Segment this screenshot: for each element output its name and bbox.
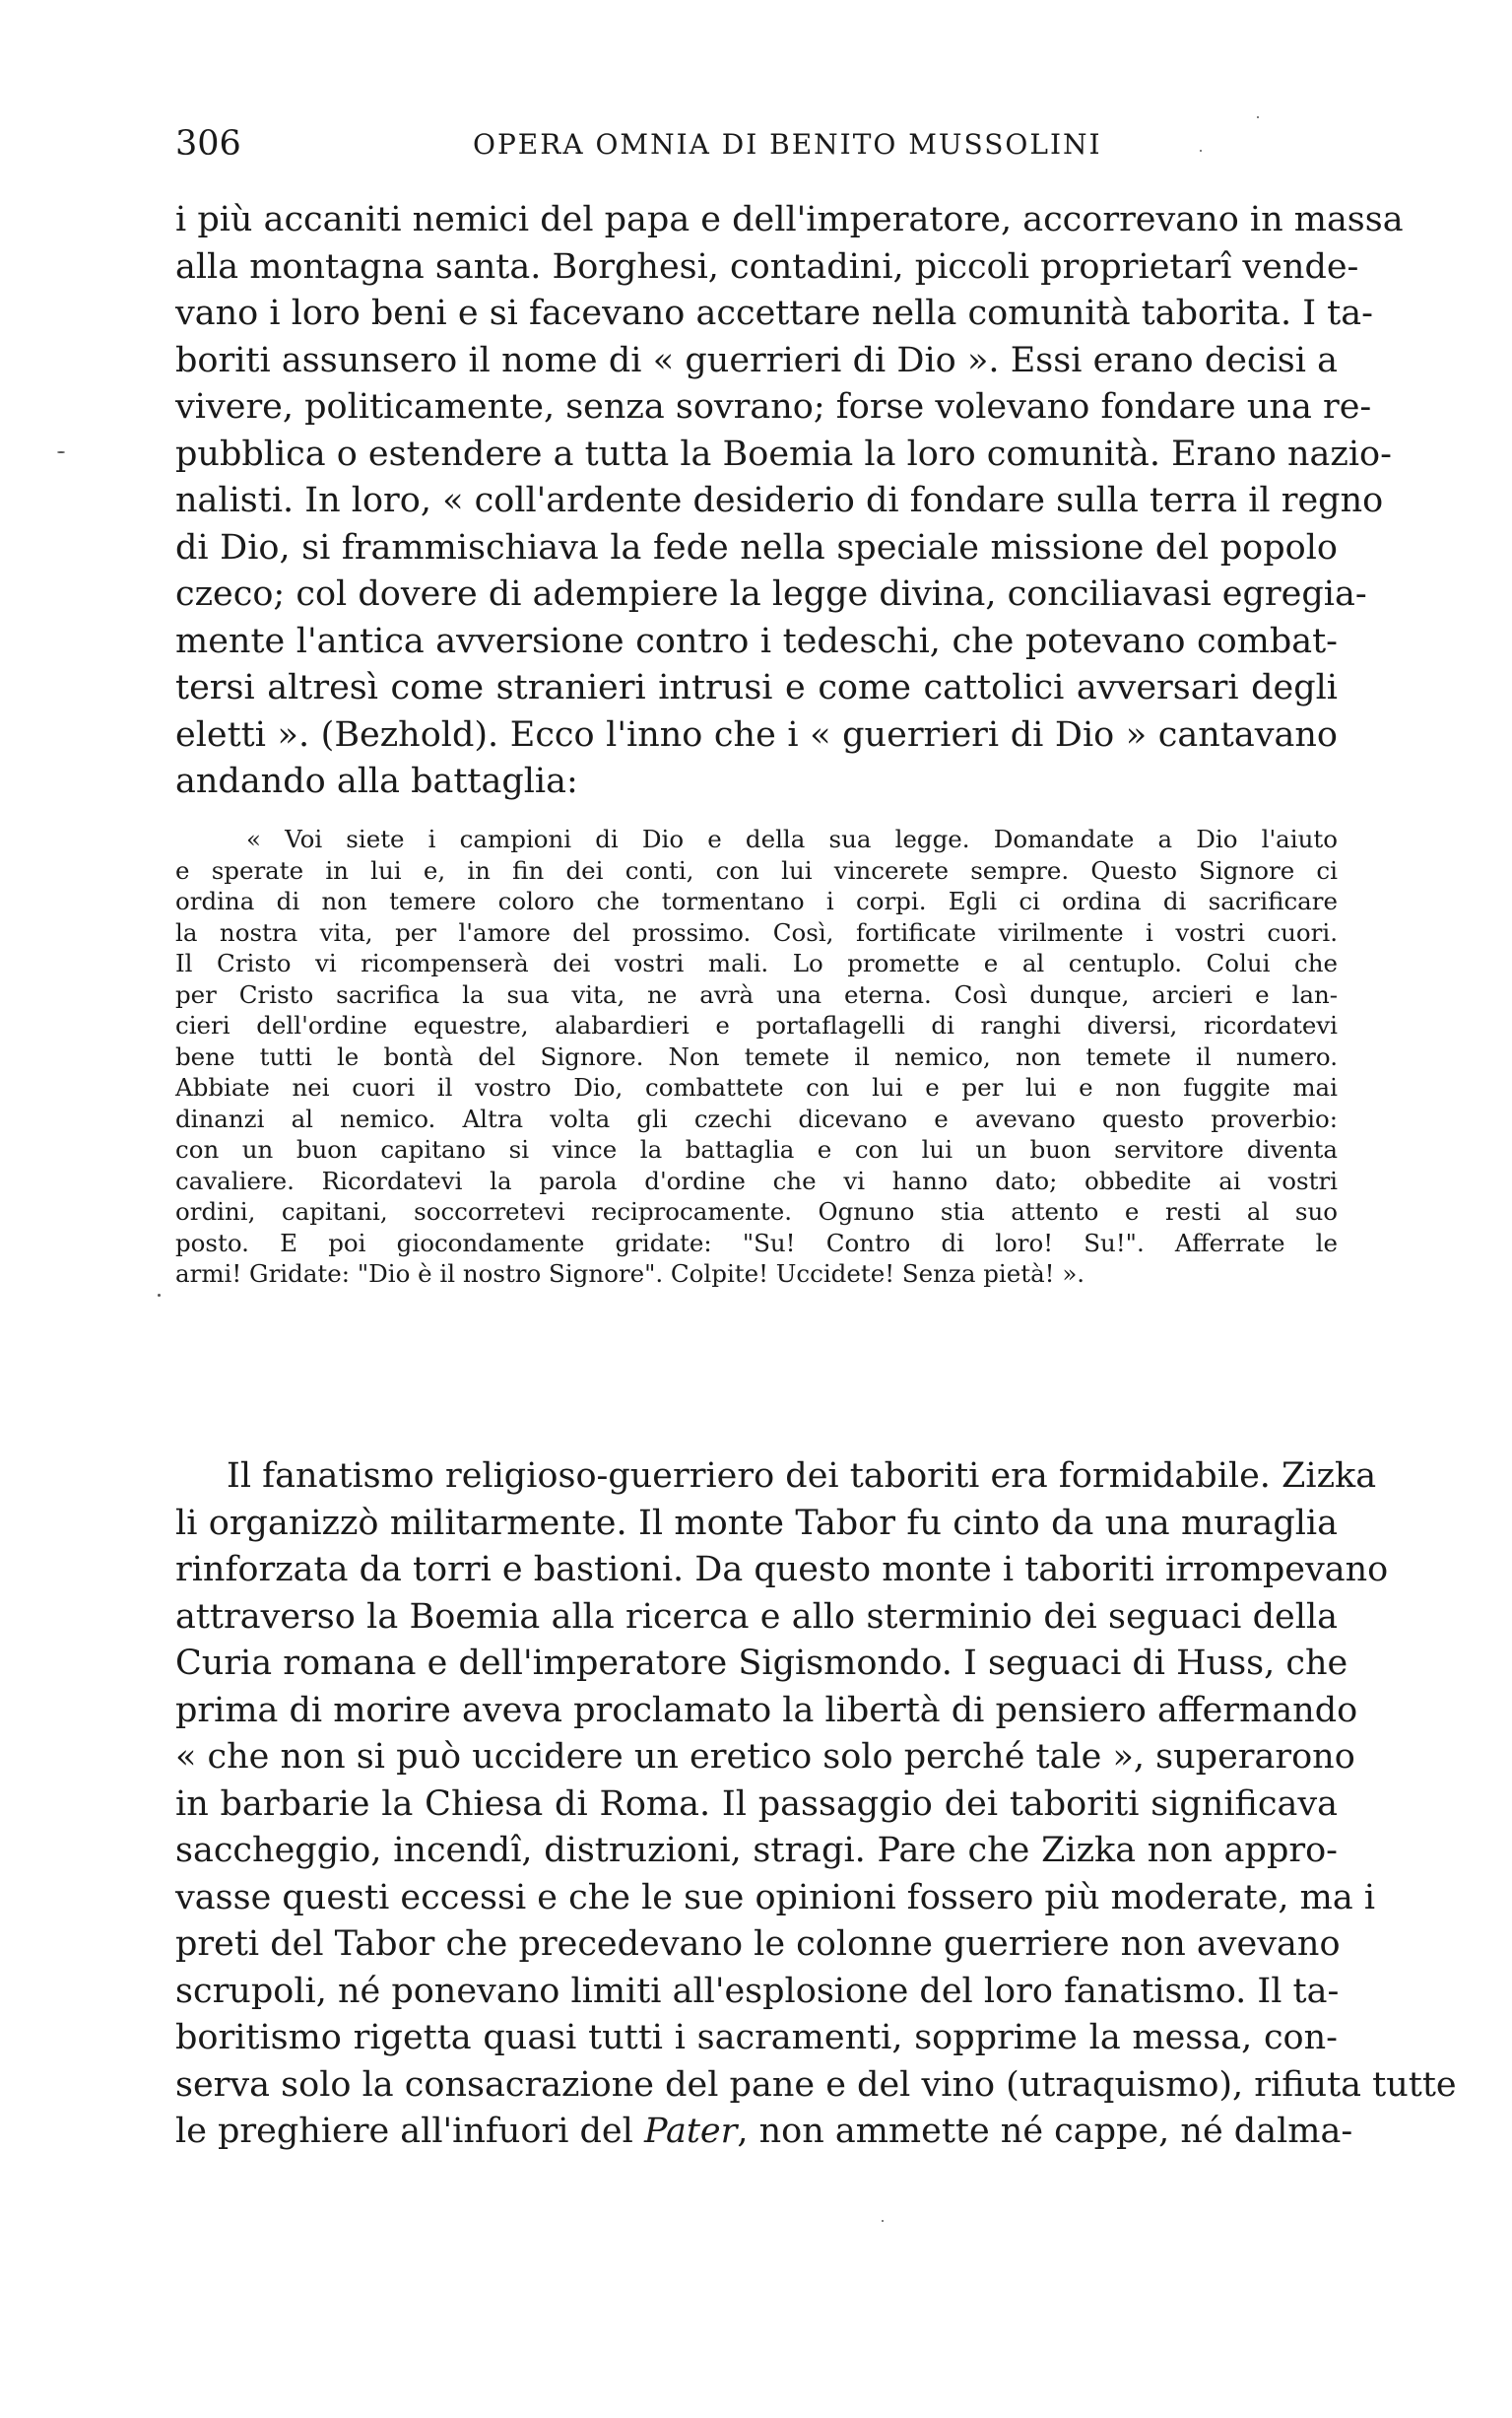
text-line: « che non si può uccidere un eretico solo perché tale », superarono (175, 1737, 1355, 1777)
quote-line: Il Cristo vi ricompenserà dei vostri mali. Lo promette e al centuplo. Colui che (175, 949, 1338, 977)
quote-line: con un buon capitano si vince la battaglia e con lui un buon servitore diventa (175, 1135, 1338, 1164)
text-line: prima di morire aveva proclamato la libertà di pensiero affermando (175, 1690, 1358, 1730)
last-line-end: , non ammette né cappe, né dalma- (737, 2112, 1353, 2151)
text-line: di Dio, si frammischiava la fede nella speciale missione del popolo (175, 527, 1338, 568)
running-title: OPERA OMNIA DI BENITO MUSSOLINI (473, 128, 1102, 161)
print-speck (882, 2220, 884, 2222)
hymn-quote (175, 824, 1338, 1290)
quote-line: per Cristo sacrifica la sua vita, ne avrà una eterna. Così dunque, arcieri e lan- (175, 979, 1338, 1009)
last-line-start: le preghiere all'infuori del (175, 2112, 644, 2151)
text-line: andando alla battaglia: (175, 762, 578, 801)
text-line: rinforzata da torri e bastioni. Da questo monte i taboriti irrompevano (175, 1550, 1389, 1589)
text-line: boritismo rigetta quasi tutti i sacramenti, sopprime la messa, con- (175, 2018, 1338, 2057)
paragraph-2 (175, 1453, 1457, 2156)
text-line: i più accaniti nemici del papa e dell'imperatore, accorrevano in massa (175, 200, 1404, 239)
text-line: preti del Tabor che precedevano le colonne guerriere non avevano (175, 1924, 1341, 1964)
text-line: mente l'antica avversione contro i tedeschi, che potevano combat- (175, 621, 1338, 661)
text-line: tersi altresì come stranieri intrusi e come cattolici avversari degli (175, 668, 1338, 707)
text-line: vano i loro beni e si facevano accettare nella comunità taborita. I ta- (175, 294, 1373, 333)
quote-line: Abbiate nei cuori il vostro Dio, combattete con lui e per lui e non fuggite mai (175, 1073, 1338, 1102)
print-speck (158, 1294, 161, 1297)
quote-line: ordini, capitani, soccorretevi reciprocamente. Ognuno stia attento e resti al suo (175, 1197, 1338, 1226)
quote-line: armi! Gridate: "Dio è il nostro Signore". Colpite! Uccidete! Senza pietà! ». (175, 1259, 1085, 1288)
quote-line: la nostra vita, per l'amore del prossimo. Così, fortificate virilmente i vostri cuori. (175, 917, 1338, 947)
text-line: attraverso la Boemia alla ricerca e allo sterminio dei seguaci della (175, 1596, 1338, 1637)
text-line: serva solo la consacrazione del pane e del vino (utraquismo), rifiuta tutte (175, 2064, 1457, 2105)
quote-line: « Voi siete i campioni di Dio e della sua legge. Domandate a Dio l'aiuto (246, 825, 1338, 853)
text-line: vasse questi eccessi e che le sue opinioni fossero più moderate, ma i (175, 1877, 1376, 1917)
text-line (175, 2109, 1353, 2156)
quote-line: cieri dell'ordine equestre, alabardieri e portaflagelli di ranghi diversi, ricordatevi (175, 1011, 1338, 1040)
page-number: 306 (175, 124, 241, 164)
text-line: Curia romana e dell'imperatore Sigismondo. I seguaci di Huss, che (175, 1644, 1348, 1683)
text-line: in barbarie la Chiesa di Roma. Il passaggio dei taboriti significava (175, 1783, 1338, 1824)
page-header (175, 124, 1338, 173)
text-line: Il fanatismo religioso-guerriero dei taboriti era formidabile. Zizka (227, 1456, 1377, 1496)
text-line: eletti ». (Bezhold). Ecco l'inno che i « guerrieri di Dio » cantavano (175, 714, 1338, 755)
text-line: alla montagna santa. Borghesi, contadini, piccoli proprietarî vende- (175, 246, 1359, 287)
text-line: li organizzò militarmente. Il monte Tabor fu cinto da una muraglia (175, 1503, 1338, 1543)
print-speck (57, 451, 65, 453)
quote-line: bene tutti le bontà del Signore. Non temete il nemico, non temete il numero. (175, 1041, 1338, 1071)
text-line: vivere, politicamente, senza sovrano; forse volevano fondare una re- (175, 387, 1372, 427)
text-line: nalisti. In loro, « coll'ardente desiderio di fondare sulla terra il regno (175, 481, 1384, 520)
paragraph-1 (175, 197, 1404, 806)
text-line: scrupoli, né ponevano limiti all'esplosione del loro fanatismo. Il ta- (175, 1971, 1340, 2011)
text-line: boriti assunsero il nome di « guerrieri di Dio ». Essi erano decisi a (175, 340, 1338, 380)
quote-line: dinanzi al nemico. Altra volta gli czechi dicevano e avevano questo proverbio: (175, 1104, 1338, 1133)
text-line: pubblica o estendere a tutta la Boemia la loro comunità. Erano nazio- (175, 434, 1392, 474)
print-speck (1200, 150, 1202, 152)
text-line: czeco; col dovere di adempiere la legge divina, conciliavasi egregia- (175, 574, 1367, 614)
quote-line: e sperate in lui e, in fin dei conti, con lui vincerete sempre. Questo Signore ci (175, 855, 1338, 885)
quote-line: posto. E poi giocondamente gridate: "Su! Contro di loro! Su!". Afferrate le (175, 1228, 1338, 1257)
quote-line: cavaliere. Ricordatevi la parola d'ordine che vi hanno dato; obbedite ai vostri (175, 1166, 1338, 1195)
text-line: saccheggio, incendî, distruzioni, stragi. Pare che Zizka non appro- (175, 1831, 1338, 1870)
italic-pater: Pater (643, 2112, 738, 2151)
print-speck (1257, 116, 1259, 118)
quote-line: ordina di non temere coloro che tormentano i corpi. Egli ci ordina di sacrificare (175, 887, 1338, 915)
